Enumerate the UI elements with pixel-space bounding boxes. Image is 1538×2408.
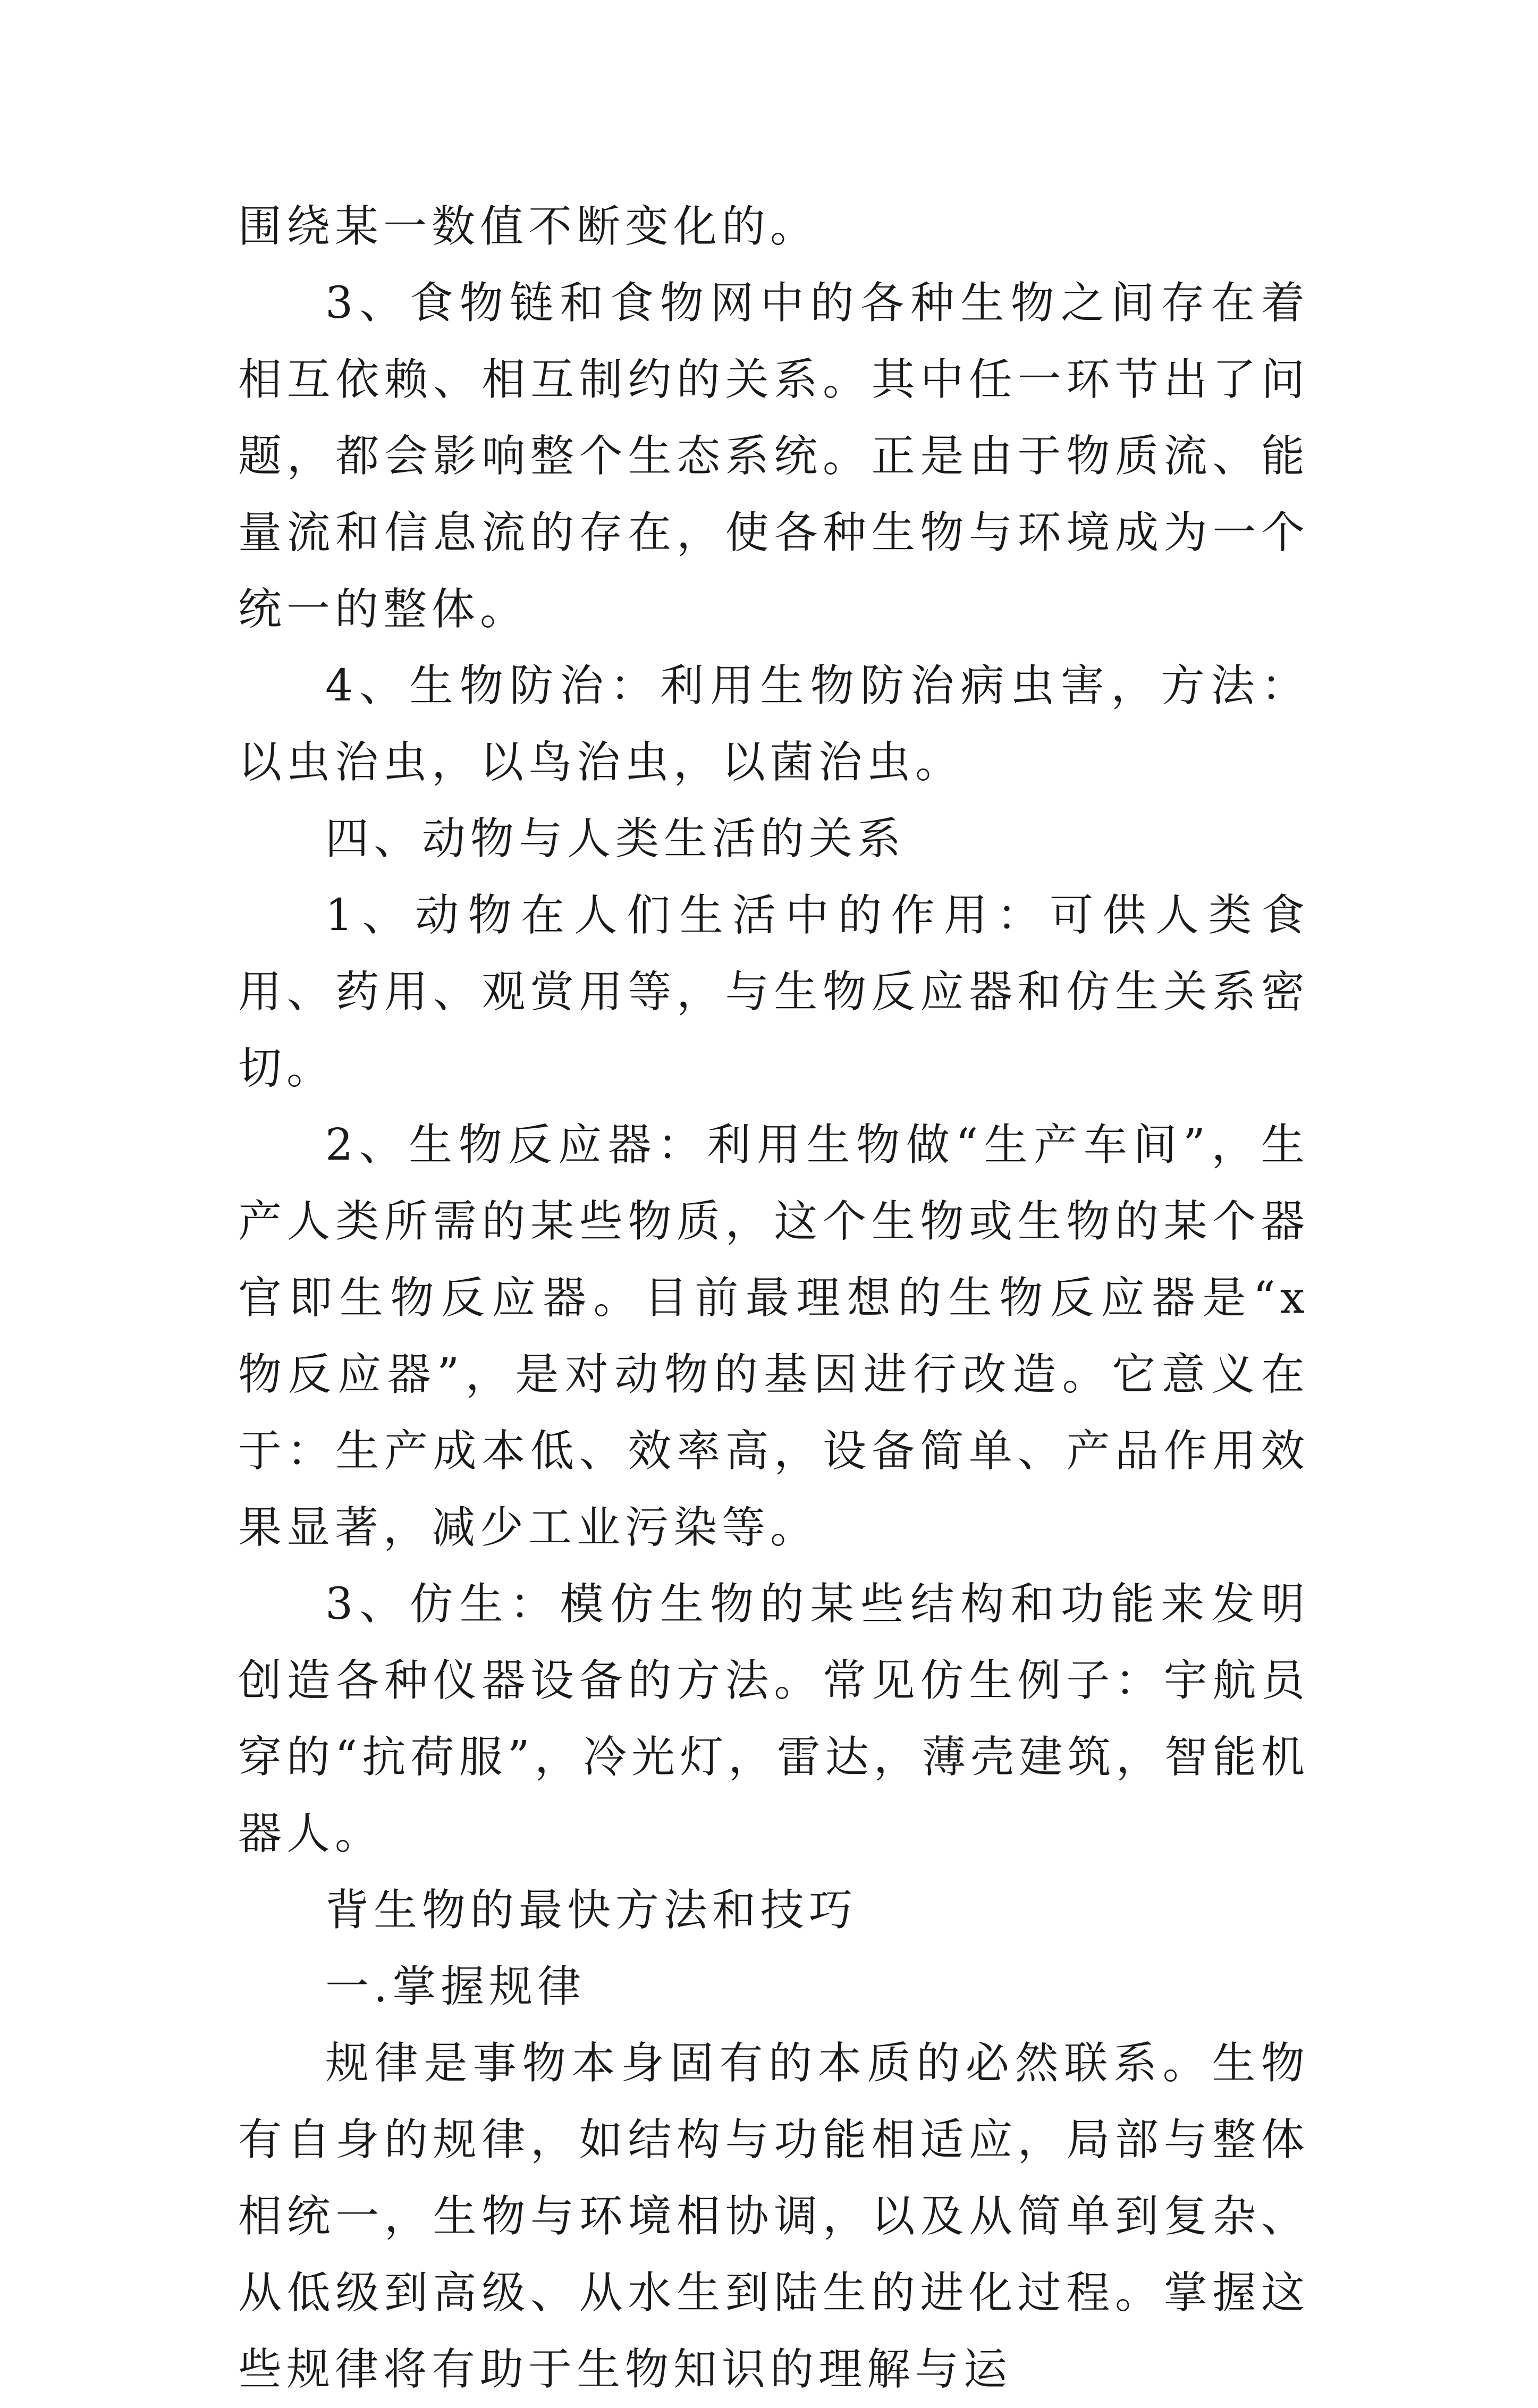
subheading-master-rules: 一.掌握规律 bbox=[325, 1962, 586, 2012]
paragraph-biological-control: 4、生物防治：利用生物防治病虫害，方法：以虫治虫，以鸟治虫，以菌治虫。 bbox=[238, 661, 1309, 788]
paragraph-rules: 规律是事物本身固有的本质的必然联系。生物有自身的规律，如结构与功能相适应，局部与整体相统一，生物与环境相协调，以及从简单到复杂、从低级到高级、从水生到陆生的进化过程。掌握这些规律将有助于生物知识的理解与运 bbox=[238, 2038, 1309, 2395]
paragraph-bionics: 3、仿生：模仿生物的某些结构和功能来发明创造各种仪器设备的方法。常见仿生例子：宇航员穿的“抗荷服”，冷光灯，雷达，薄壳建筑，智能机器人。 bbox=[238, 1579, 1309, 1859]
paragraph-bioreactor: 2、生物反应器：利用生物做“生产车间”，生产人类所需的某些物质，这个生物或生物的某个器官即生物反应器。目前最理想的生物反应器是“x物反应器”，是对动物的基因进行改造。它意义在于：生产成本低、效率高，设备简单、产品作用效果显著，减少工业污染等。 bbox=[238, 1120, 1309, 1553]
paragraph-food-web: 3、食物链和食物网中的各种生物之间存在着相互依赖、相互制约的关系。其中任一环节出了问题，都会影响整个生态系统。正是由于物质流、能量流和信息流的存在，使各种生物与环境成为一个统一的整体。 bbox=[238, 278, 1309, 635]
document-body bbox=[238, 189, 1309, 2408]
paragraph-animal-roles: 1、动物在人们生活中的作用：可供人类食用、药用、观赏用等，与生物反应器和仿生关系密切。 bbox=[238, 890, 1309, 1094]
section-heading-study-tips: 背生物的最快方法和技巧 bbox=[325, 1885, 858, 1936]
section-heading-animals-and-human-life: 四、动物与人类生活的关系 bbox=[325, 814, 906, 864]
paragraph-continuation: 围绕某一数值不断变化的。 bbox=[238, 201, 819, 252]
